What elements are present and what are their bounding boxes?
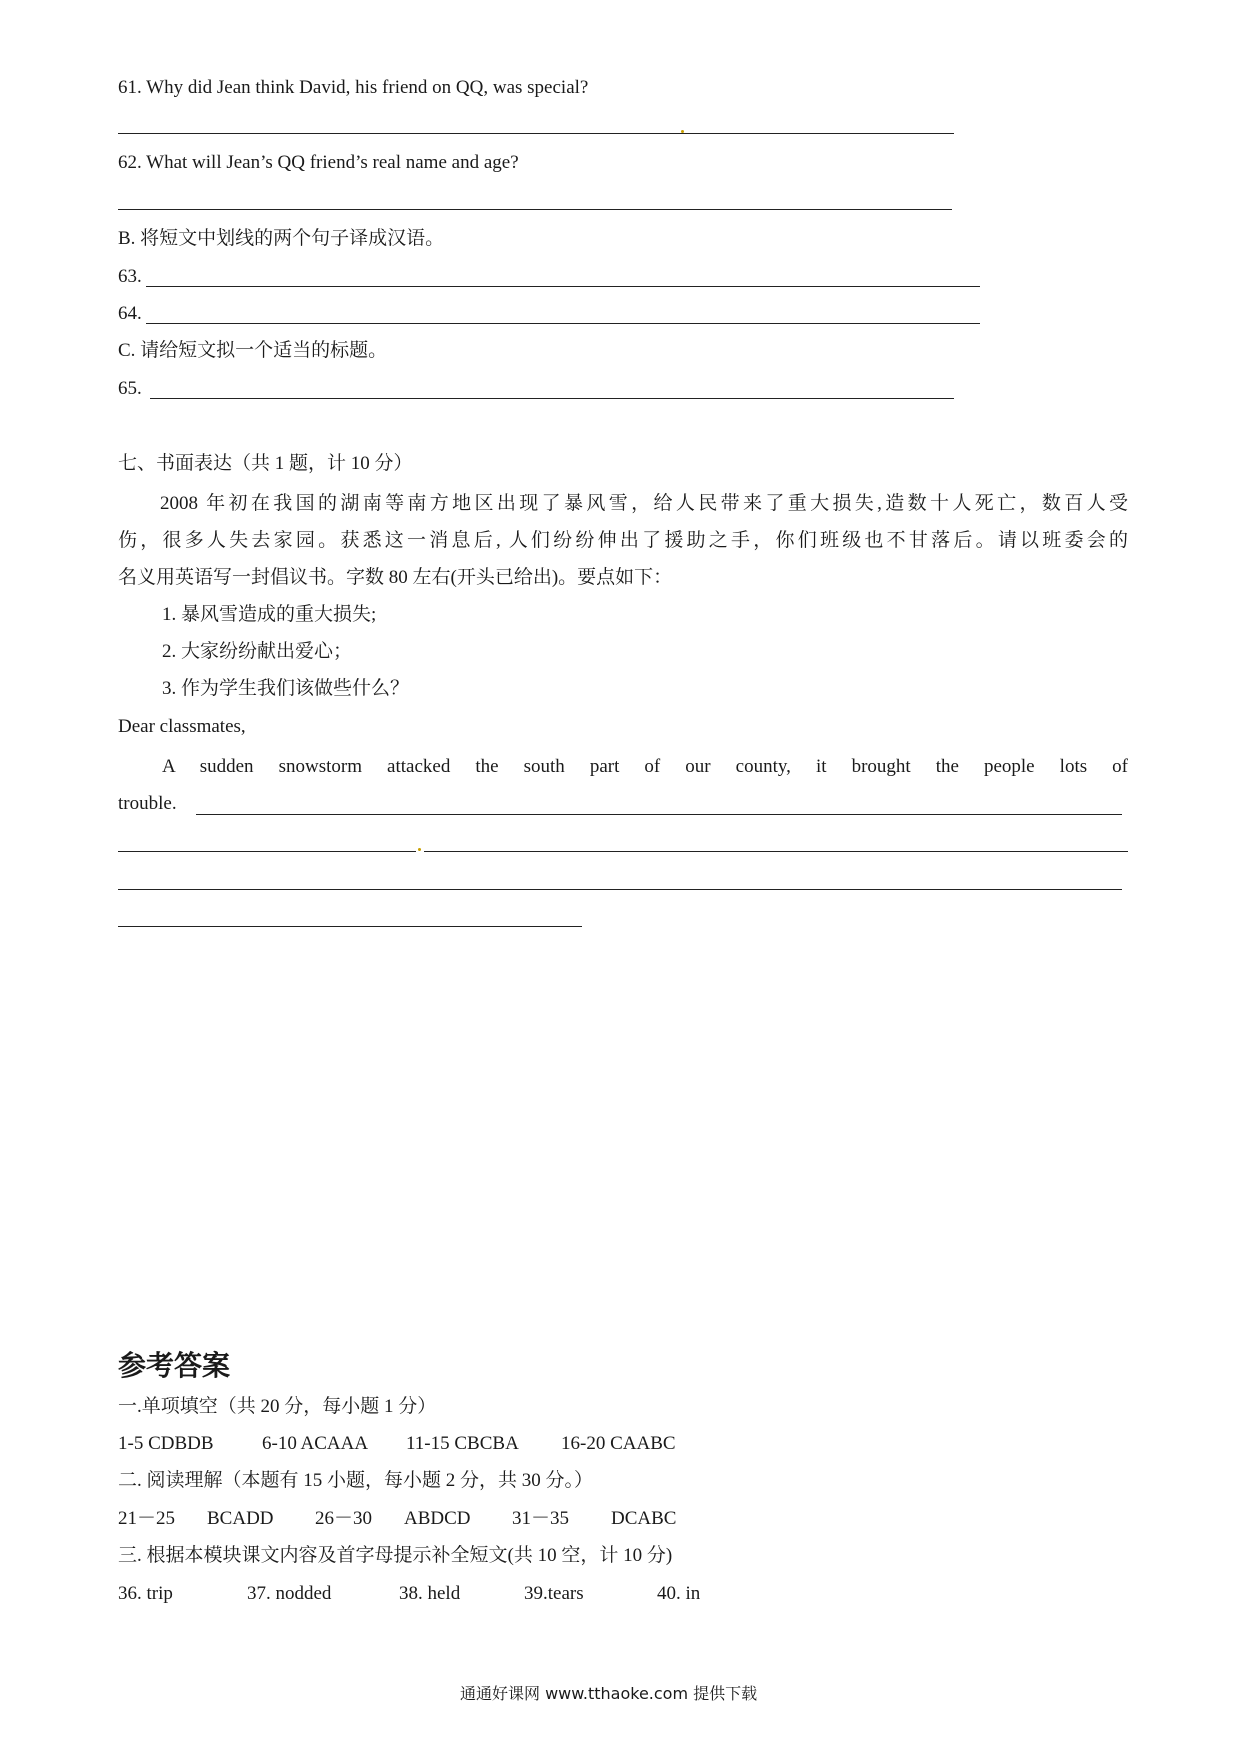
footer-source: 通通好课网 www.tthaoke.com 提供下载 (460, 1684, 758, 1703)
answer-group: 11-15 CBCBA (406, 1433, 519, 1454)
answers-section-1-heading: 一.单项填空（共 20 分，每小题 1 分） (118, 1396, 437, 1417)
writing-line-1 (196, 814, 1122, 815)
writing-line-3 (118, 889, 1122, 890)
ink-dot (681, 130, 684, 133)
part-c-instruction: C. 请给短文拟一个适当的标题。 (118, 340, 388, 361)
writing-point-3: 3. 作为学生我们该做些什么？ (162, 678, 410, 699)
answer-group: ABDCD (404, 1508, 471, 1529)
answer-line-64 (146, 323, 980, 324)
answer-range: 31－35 (512, 1508, 570, 1529)
answers-section-3-heading: 三. 根据本模块课文内容及首字母提示补全短文(共 10 空，计 10 分) (118, 1545, 673, 1566)
answers-section-3-row (118, 1581, 700, 1607)
question-63-number: 63. (118, 266, 142, 287)
ink-dot (418, 848, 421, 851)
writing-prompt-line-2: 伤，很多人失去家园。获悉这一消息后, 人们纷纷伸出了援助之手，你们班级也不甘落后。请以班委会的 (118, 530, 1128, 551)
answer-group: BCADD (207, 1508, 274, 1529)
answer-line-63 (146, 286, 980, 287)
answer-item: 36. trip (118, 1583, 173, 1604)
writing-point-2: 2. 大家纷纷献出爱心； (162, 641, 353, 662)
question-65-number: 65. (118, 378, 142, 399)
writing-prompt-line-1: 2008 年初在我国的湖南等南方地区出现了暴风雪，给人民带来了重大损失,造数十人死亡，数百人受 (160, 493, 1128, 514)
answers-section-2-row (118, 1506, 676, 1532)
answer-range: 26－30 (315, 1508, 373, 1529)
question-64-number: 64. (118, 303, 142, 324)
answer-item: 37. nodded (247, 1583, 332, 1604)
writing-line-4 (118, 926, 582, 927)
answers-section-2-heading: 二. 阅读理解（本题有 15 小题，每小题 2 分，共 30 分。） (118, 1470, 594, 1491)
writing-prompt-line-3: 名义用英语写一封倡议书。字数 80 左右(开头已给出)。要点如下： (118, 567, 673, 588)
answers-title: 参考答案 (118, 1349, 231, 1382)
answers-section-1-row (118, 1431, 676, 1457)
answer-item: 40. in (657, 1583, 701, 1604)
opening-sentence-line-2: trouble. (118, 793, 177, 814)
opening-sentence-line-1: A sudden snowstorm attacked the south part of our county, it brought the people lots of (162, 756, 1128, 777)
writing-heading: 七、书面表达（共 1 题，计 10 分） (118, 453, 413, 474)
question-61: 61. Why did Jean think David, his friend on QQ, was special? (118, 77, 589, 98)
answer-line-61 (118, 133, 954, 134)
question-62: 62. What will Jean’s QQ friend’s real name and age? (118, 152, 519, 173)
writing-line-2b (424, 851, 1128, 852)
answer-item: 38. held (399, 1583, 461, 1604)
writing-line-2a (118, 851, 416, 852)
answer-line-65 (150, 398, 954, 399)
answer-item: 39.tears (524, 1583, 584, 1604)
answer-range: 21－25 (118, 1508, 176, 1529)
salutation: Dear classmates, (118, 716, 246, 737)
answer-group: 1-5 CDBDB (118, 1433, 214, 1454)
answer-group: 6-10 ACAAA (262, 1433, 369, 1454)
part-b-instruction: B. 将短文中划线的两个句子译成汉语。 (118, 228, 445, 249)
answer-line-62 (118, 209, 952, 210)
answer-group: DCABC (611, 1508, 677, 1529)
answer-group: 16-20 CAABC (561, 1433, 676, 1454)
writing-point-1: 1. 暴风雪造成的重大损失; (162, 604, 377, 625)
